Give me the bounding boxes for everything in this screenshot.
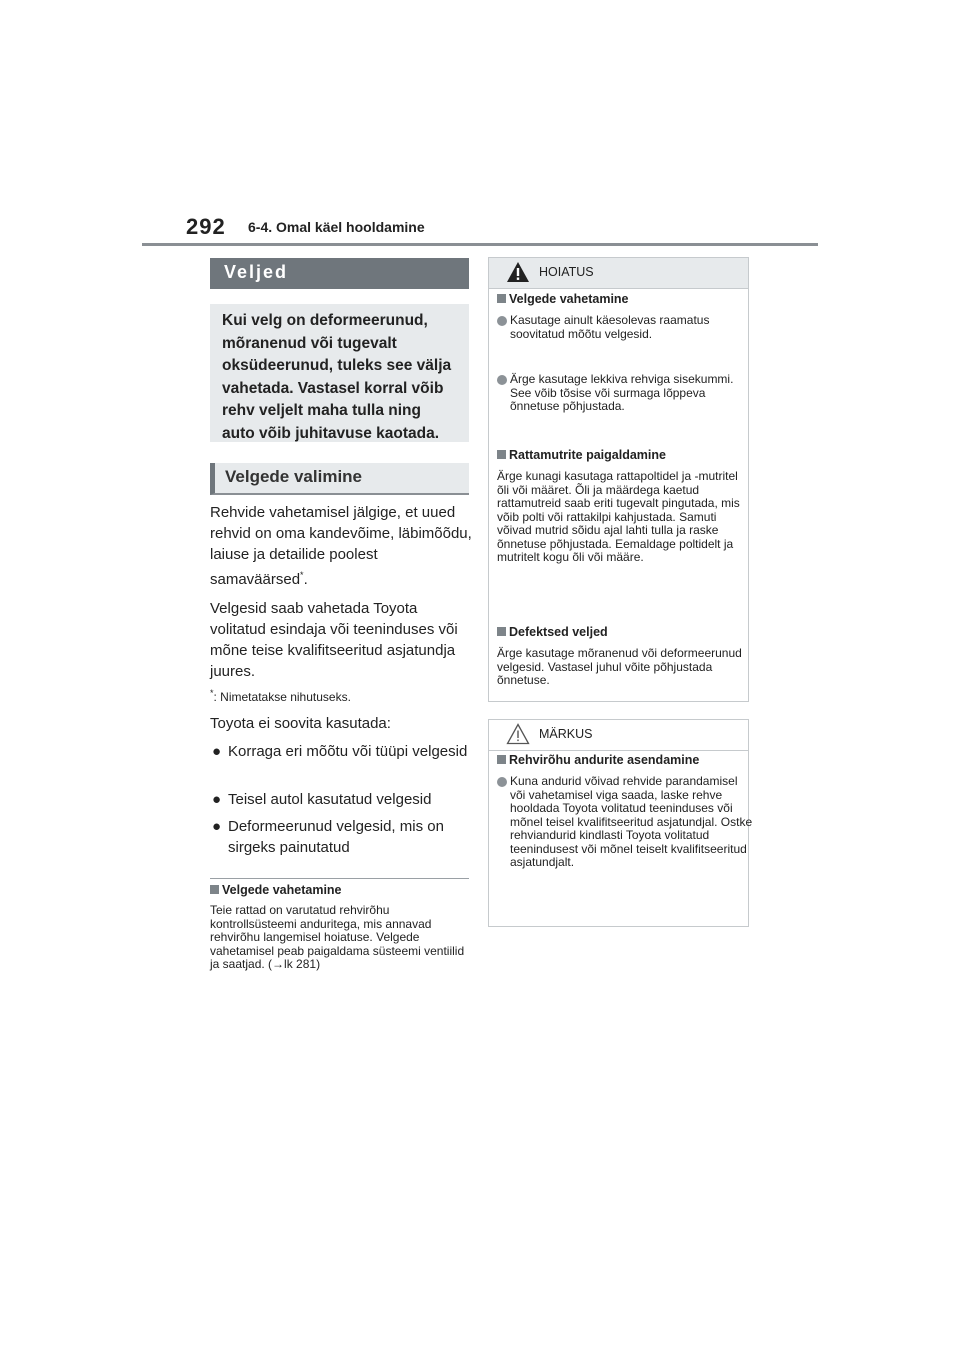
footnote-marker: * (300, 570, 304, 580)
bullet-dot: ● (212, 818, 222, 835)
square-bullet-icon (497, 755, 506, 764)
notice-bullet (497, 775, 756, 870)
note-divider (210, 878, 469, 879)
note-text (210, 904, 472, 972)
warning-heading-1-text: Velgede vahetamine (509, 292, 629, 306)
banner-title: Veljed (224, 262, 289, 282)
list-item-text: Korraga eri mõõtu või tüüpi velgesid (228, 743, 468, 760)
subheading-title: Velgede valimine (225, 467, 363, 486)
list-item-text: Deformeerunud velgesid, mis on sirgeks painutatud (228, 818, 444, 856)
note-text-body: Teie rattad on varutatud rehvirõhu kontrollsüsteemi anduritega, mis annavad rehvirõhu langemisel hoiatuse. Velgede vahetamisel peab paigaldama süsteemi ventiilid ja saatjad. ( (210, 903, 465, 971)
warning-heading-1 (497, 293, 743, 307)
notice-heading-text: Rehvirõhu andurite asendamine (509, 753, 700, 767)
warning-bullet-1 (497, 314, 756, 341)
section-banner (210, 258, 469, 289)
square-bullet-icon (210, 885, 219, 894)
subheading (210, 463, 469, 495)
list-item (212, 789, 472, 810)
notice-heading (497, 754, 743, 768)
warning-heading-3 (497, 626, 743, 640)
intro-text: Kui velg on deformeerunud, mõranenud või tugevalt oksüdeerunud, tuleks see välja vahetada. Vastasel korral võib rehv veljelt maha tulla ning auto võib juhitavuse kaotada. (222, 312, 452, 442)
footnote-text: : Nimetatakse nihutuseks. (213, 690, 351, 704)
paragraph-1-text: Rehvide vahetamisel jälgige, et uued rehvid on oma kandevõime, läbimõõdu, laiuse ja detailide poolest samaväärsed (210, 504, 472, 588)
warning-bullet-2 (497, 373, 756, 414)
header-divider (142, 243, 818, 246)
paragraph-1 (210, 502, 472, 590)
warning-label: HOIATUS (539, 265, 594, 279)
intro-box (210, 304, 469, 442)
notice-triangle-icon (506, 723, 530, 745)
page-number: 292 (186, 214, 226, 239)
circle-bullet-icon (497, 316, 507, 326)
page-reference-link[interactable]: lk 281) (284, 957, 321, 971)
footnote-mark: * (210, 688, 214, 698)
warning-triangle-icon (506, 261, 530, 283)
section-title: 6-4. Omal käel hooldamine (248, 219, 425, 235)
list-item (212, 816, 472, 858)
circle-bullet-icon (497, 375, 507, 385)
arrow-icon: → (272, 957, 285, 971)
warning-bullet-1-text: Kasutage ainult käesolevas raamatus soovitatud mõõtu velgesid. (510, 313, 710, 341)
notice-box (488, 719, 753, 927)
circle-bullet-icon (497, 777, 507, 787)
notice-header (489, 720, 748, 751)
bullet-dot: ● (212, 791, 222, 808)
warning-bullet-2-line-2: See võib tõsise või surmaga lõppeva õnnetuse põhjustada. (510, 385, 706, 413)
paragraph-1-end: . (303, 571, 308, 588)
bullet-dot: ● (212, 743, 222, 760)
notice-label: MÄRKUS (539, 727, 593, 741)
notice-bullet-text: Kuna andurid võivad rehvide parandamisel või vahetamisel viga saada, laske rehve hooldada Toyota volitatud teeninduses või mõnel teisel kvalifitseeritud asjatundjal. Ostke rehviandurid kindlasti Toyota volitatud teenindusest või mõnel teiselt kvalifitseeritud asjatundjalt. (510, 774, 753, 869)
square-bullet-icon (497, 294, 506, 303)
note-heading-text: Velgede vahetamine (222, 883, 342, 897)
warning-box (488, 257, 749, 702)
warning-heading-2 (497, 449, 743, 463)
square-bullet-icon (497, 627, 506, 636)
footnote (210, 688, 351, 704)
warning-heading-3-text: Defektsed veljed (509, 625, 608, 639)
warning-heading-2-text: Rattamutrite paigaldamine (509, 448, 666, 462)
square-bullet-icon (497, 450, 506, 459)
warning-paragraph-2: Ärge kunagi kasutaga rattapoltidel ja -mutritel õli või määret. Õli ja määrdega kaetud rattamutreid saab eriti tugevalt pingutada, mis võib polti või rattakilpi kahjustada. Samuti võivad mutrid sõidu ajal lahti tulla ja raske õnnetuse põhjustada. Eemaldage poltidelt ja mutritelt kogu õli või määre. (497, 469, 740, 564)
paragraph-3: Toyota ei soovita kasutada: (210, 715, 391, 732)
note-heading (210, 883, 342, 897)
warning-bullet-2-line-1: Ärge kasutage lekkiva rehviga sisekummi. (510, 372, 734, 386)
list-item (212, 741, 472, 783)
warning-paragraph-3: Ärge kasutage mõranenud või deformeerunud velgesid. Vastasel juhul võite põhjustada õnnetuse. (497, 646, 742, 687)
paragraph-2: Velgesid saab vahetada Toyota volitatud esindaja või teeninduses või mõne teise kvalifitseeritud asjatundja juures. (210, 600, 458, 680)
warning-header (489, 258, 748, 289)
list-item-text: Teisel autol kasutatud velgesid (228, 791, 432, 808)
